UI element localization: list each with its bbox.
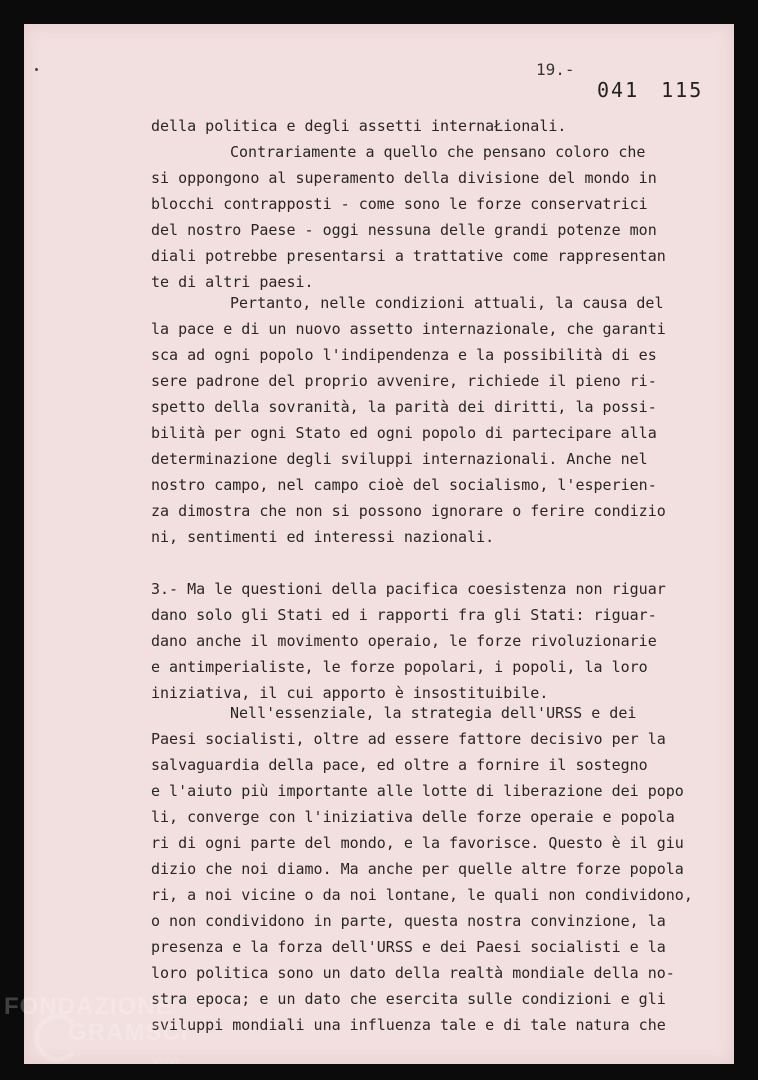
page-number: 19.- bbox=[536, 60, 575, 79]
text-line: li, converge con l'iniziativa delle forze operaie e popola bbox=[151, 808, 675, 826]
text-line: blocchi contrapposti - come sono le forze conservatrici bbox=[151, 195, 648, 213]
text-line: dano solo gli Stati ed i rapporti fra gli Stati: riguar- bbox=[151, 606, 657, 624]
text-line: sere padrone del proprio avvenire, richiede il pieno ri- bbox=[151, 372, 657, 390]
watermark-suffix: onlus bbox=[154, 1056, 181, 1066]
text-line: dano anche il movimento operaio, le forze rivoluzionarie bbox=[151, 632, 657, 650]
text-line: 3.- Ma le questioni della pacifica coesistenza non riguar bbox=[151, 580, 666, 598]
archive-code-1: 041 bbox=[597, 78, 640, 102]
text-line: della politica e degli assetti internaŁionali. bbox=[151, 117, 567, 135]
watermark-line-1: FONDAZIONE bbox=[4, 993, 173, 1020]
text-line: determinazione degli sviluppi internazionali. Anche nel bbox=[151, 450, 648, 468]
text-line: nostro campo, nel campo cioè del socialismo, l'esperien- bbox=[151, 476, 657, 494]
archive-code-2: 115 bbox=[661, 78, 704, 102]
text-line: salvaguardia della pace, ed oltre a fornire il sostegno bbox=[151, 756, 648, 774]
text-line: iniziativa, il cui apporto è insostituibile. bbox=[151, 684, 549, 702]
text-line: e l'aiuto più importante alle lotte di liberazione dei popo bbox=[151, 782, 684, 800]
text-line: sviluppi mondiali una influenza tale e di tale natura che bbox=[151, 1016, 666, 1034]
text-line: ri di ogni parte del mondo, e la favorisce. Questo è il giu bbox=[151, 834, 684, 852]
text-line: Pertanto, nelle condizioni attuali, la causa del bbox=[230, 294, 664, 312]
watermark-line-2: GRAMSCI bbox=[68, 1019, 189, 1046]
text-line: Contrariamente a quello che pensano coloro che bbox=[230, 143, 646, 161]
text-line: sca ad ogni popolo l'indipendenza e la possibilità di es bbox=[151, 346, 657, 364]
text-line: ni, sentimenti ed interessi nazionali. bbox=[151, 528, 495, 546]
document-page bbox=[24, 24, 734, 1064]
text-line: la pace e di un nuovo assetto internazionale, che garanti bbox=[151, 320, 666, 338]
text-line: e antimperialiste, le forze popolari, i popoli, la loro bbox=[151, 658, 648, 676]
text-line: Paesi socialisti, oltre ad essere fattore decisivo per la bbox=[151, 730, 666, 748]
text-line: dizio che noi diamo. Ma anche per quelle altre forze popola bbox=[151, 860, 684, 878]
text-line: te di altri paesi. bbox=[151, 273, 314, 291]
text-line: diali potrebbe presentarsi a trattative come rappresentan bbox=[151, 247, 666, 265]
text-line: za dimostra che non si possono ignorare o ferire condizio bbox=[151, 502, 666, 520]
text-line: del nostro Paese - oggi nessuna delle grandi potenze mon bbox=[151, 221, 657, 239]
fondazione-gramsci-watermark bbox=[4, 993, 189, 1066]
text-line: presenza e la forza dell'URSS e dei Paesi socialisti e la bbox=[151, 938, 666, 956]
text-line: o non condividono in parte, questa nostra convinzione, la bbox=[151, 912, 666, 930]
text-line: bilità per ogni Stato ed ogni popolo di partecipare alla bbox=[151, 424, 657, 442]
text-line: loro politica sono un dato della realtà mondiale della no- bbox=[151, 964, 675, 982]
text-line: stra epoca; e un dato che esercita sulle condizioni e gli bbox=[151, 990, 666, 1008]
typewritten-body bbox=[24, 24, 734, 1064]
text-line: ri, a noi vicine o da noi lontane, le quali non condividono, bbox=[151, 886, 693, 904]
text-line: Nell'essenziale, la strategia dell'URSS e dei bbox=[230, 704, 637, 722]
text-line: si oppongono al superamento della divisione del mondo in bbox=[151, 169, 657, 187]
watermark-logo-icon bbox=[34, 1014, 82, 1062]
text-line: spetto della sovranità, la parità dei diritti, la possi- bbox=[151, 398, 657, 416]
